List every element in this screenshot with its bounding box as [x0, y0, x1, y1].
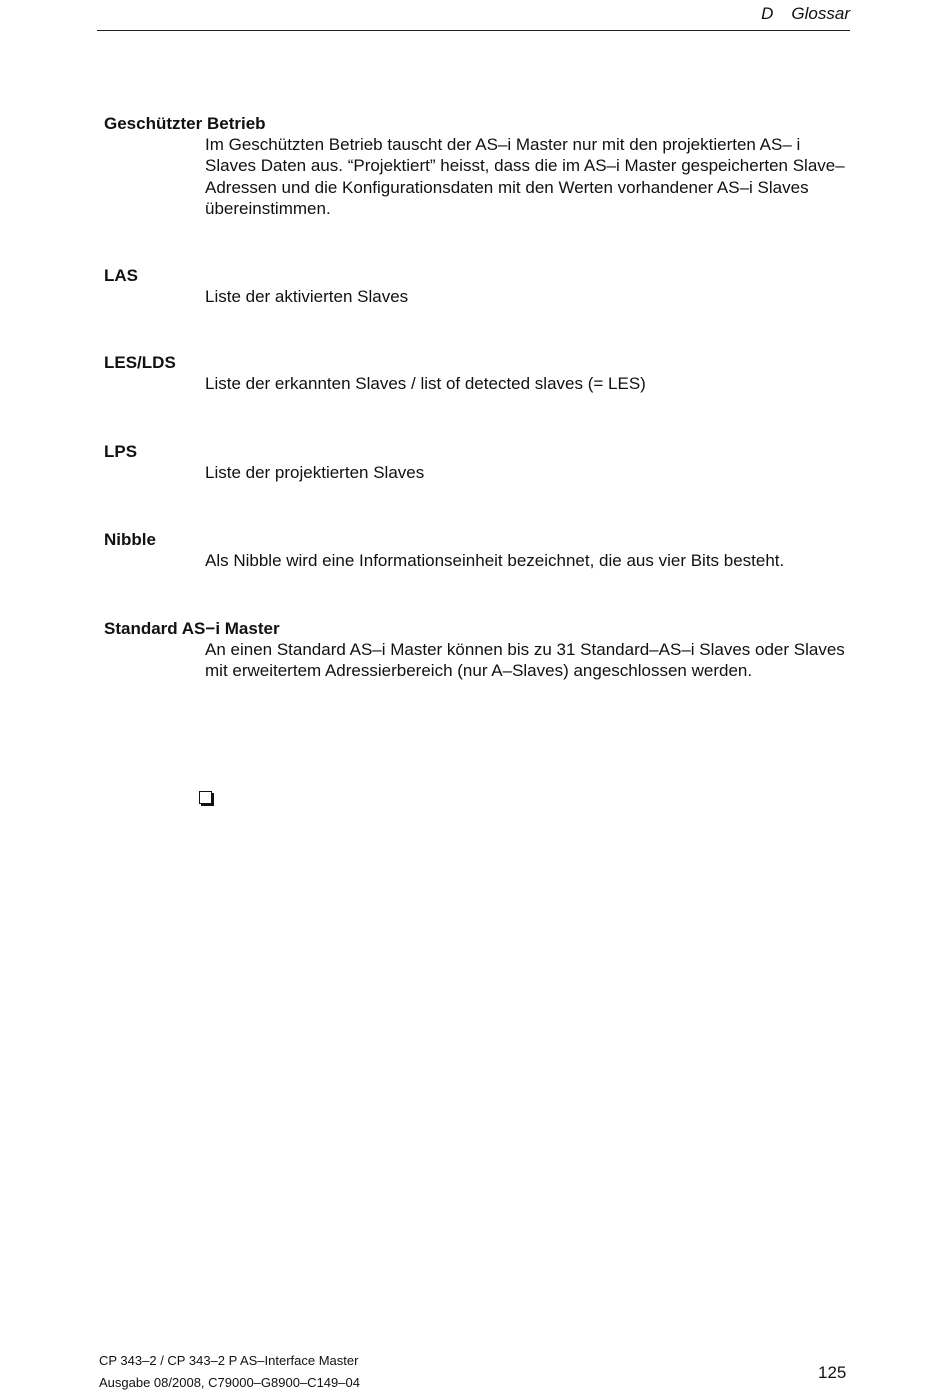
glossary-definition: Liste der erkannten Slaves / list of detected slaves (= LES): [205, 374, 646, 393]
page-number: 125: [818, 1363, 847, 1382]
glossary-term: Geschützter Betrieb: [104, 114, 266, 133]
glossary-term: Standard AS−i Master: [104, 619, 280, 638]
glossary-term: LPS: [104, 442, 138, 461]
glossary-definition: Als Nibble wird eine Informationseinheit bezeichnet, die aus vier Bits besteht.: [205, 551, 785, 570]
glossary-definition: Im Geschützten Betrieb tauscht der AS–i Master nur mit den projektierten AS– i Slaves Daten aus. “Projektiert” heisst, dass die im AS–i Master gespeicherten Slave–Adressen und die Konfigurationsdaten mit den Werten vorhandener AS–i Slaves übereinstimmen.: [205, 135, 845, 218]
glossary-definition: Liste der projektierten Slaves: [205, 463, 425, 482]
header-chapter-title: Glossar: [791, 4, 850, 23]
header-section: D: [761, 4, 774, 23]
page-footer: [99, 1350, 360, 1394]
end-of-chapter-box-icon: [199, 791, 212, 804]
glossary-term: LAS: [104, 266, 138, 285]
header-title: [761, 4, 850, 24]
footer-edition: Ausgabe 08/2008, C79000–G8900–C149–04: [99, 1375, 360, 1390]
glossary-definition: Liste der aktivierten Slaves: [205, 287, 409, 306]
glossary-term: Nibble: [104, 530, 156, 549]
footer-document-title: CP 343–2 / CP 343–2 P AS–Interface Master: [99, 1353, 359, 1368]
glossary-definition: An einen Standard AS–i Master können bis zu 31 Standard–AS–i Slaves oder Slaves mit erweitertem Adressierbereich (nur A–Slaves) angeschlossen werden.: [205, 640, 845, 681]
glossary-term: LES/LDS: [104, 353, 176, 372]
page-header: [97, 0, 850, 31]
